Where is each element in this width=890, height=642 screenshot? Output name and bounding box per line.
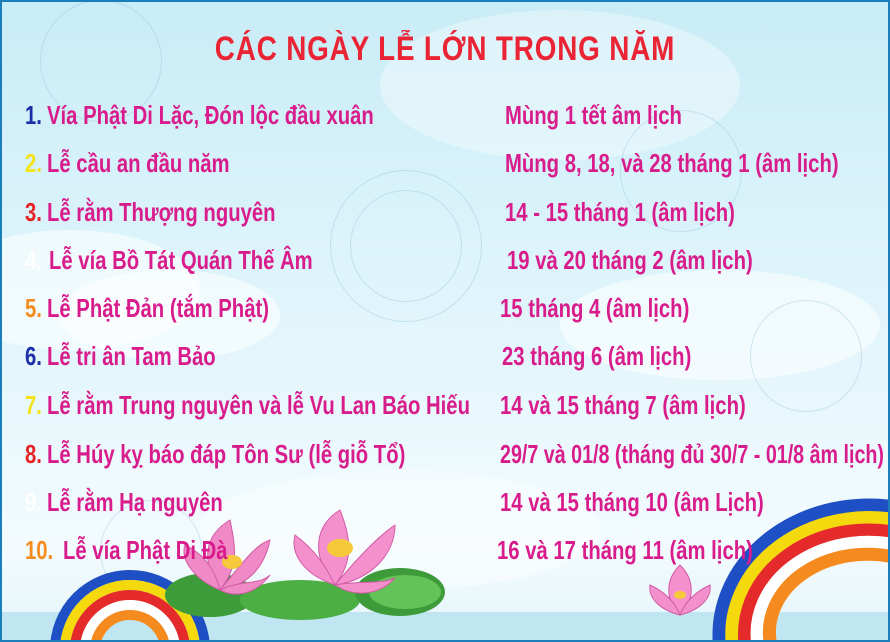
holiday-date: Mùng 8, 18, và 28 tháng 1 (âm lịch)	[505, 148, 839, 178]
list-item	[0, 341, 890, 381]
item-number: 1.	[25, 100, 42, 130]
item-number: 9.	[25, 487, 42, 517]
holiday-name: Lễ rằm Hạ nguyên	[47, 487, 223, 517]
item-number: 10.	[25, 535, 54, 565]
list-item	[0, 439, 890, 479]
list-item	[0, 197, 890, 237]
holiday-date: Mùng 1 tết âm lịch	[505, 100, 682, 130]
holiday-name: Lễ vía Phật Di Đà	[63, 535, 228, 565]
item-number: 3.	[25, 197, 42, 227]
item-number: 6.	[25, 341, 42, 371]
list-item	[0, 245, 890, 285]
holiday-name: Lễ vía Bồ Tát Quán Thế Âm	[49, 245, 313, 275]
holiday-date: 19 và 20 tháng 2 (âm lịch)	[507, 245, 753, 275]
holiday-date: 14 và 15 tháng 7 (âm lịch)	[500, 390, 746, 420]
item-number: 4.	[25, 245, 42, 275]
holiday-date: 14 - 15 tháng 1 (âm lịch)	[505, 197, 735, 227]
holiday-date: 15 tháng 4 (âm lịch)	[500, 293, 690, 323]
holiday-name: Lễ tri ân Tam Bảo	[47, 341, 216, 371]
list-item	[0, 535, 890, 575]
item-number: 2.	[25, 148, 42, 178]
list-item	[0, 293, 890, 333]
list-item	[0, 390, 890, 430]
item-number: 5.	[25, 293, 42, 323]
page-title: CÁC NGÀY LỄ LỚN TRONG NĂM	[214, 30, 676, 68]
item-number: 7.	[25, 390, 42, 420]
holiday-date: 29/7 và 01/8 (tháng đủ 30/7 - 01/8 âm lịch)	[500, 439, 884, 469]
holiday-name: Lễ Húy kỵ báo đáp Tôn Sư (lễ giỗ Tổ)	[47, 439, 406, 469]
list-item	[0, 148, 890, 188]
list-item	[0, 487, 890, 527]
holiday-name: Lễ cầu an đầu năm	[47, 148, 230, 178]
holiday-name: Vía Phật Di Lặc, Đón lộc đầu xuân	[47, 100, 374, 130]
holiday-date: 23 tháng 6 (âm lịch)	[502, 341, 692, 371]
list-item	[0, 100, 890, 140]
item-number: 8.	[25, 439, 42, 469]
holiday-name: Lễ Phật Đản (tắm Phật)	[47, 293, 269, 323]
holiday-date: 14 và 15 tháng 10 (âm Lịch)	[500, 487, 764, 517]
holiday-name: Lễ rằm Thượng nguyên	[47, 197, 276, 227]
holiday-date: 16 và 17 tháng 11 (âm lịch)	[497, 535, 753, 565]
holiday-name: Lễ rằm Trung nguyên và lễ Vu Lan Báo Hiếu	[47, 390, 470, 420]
